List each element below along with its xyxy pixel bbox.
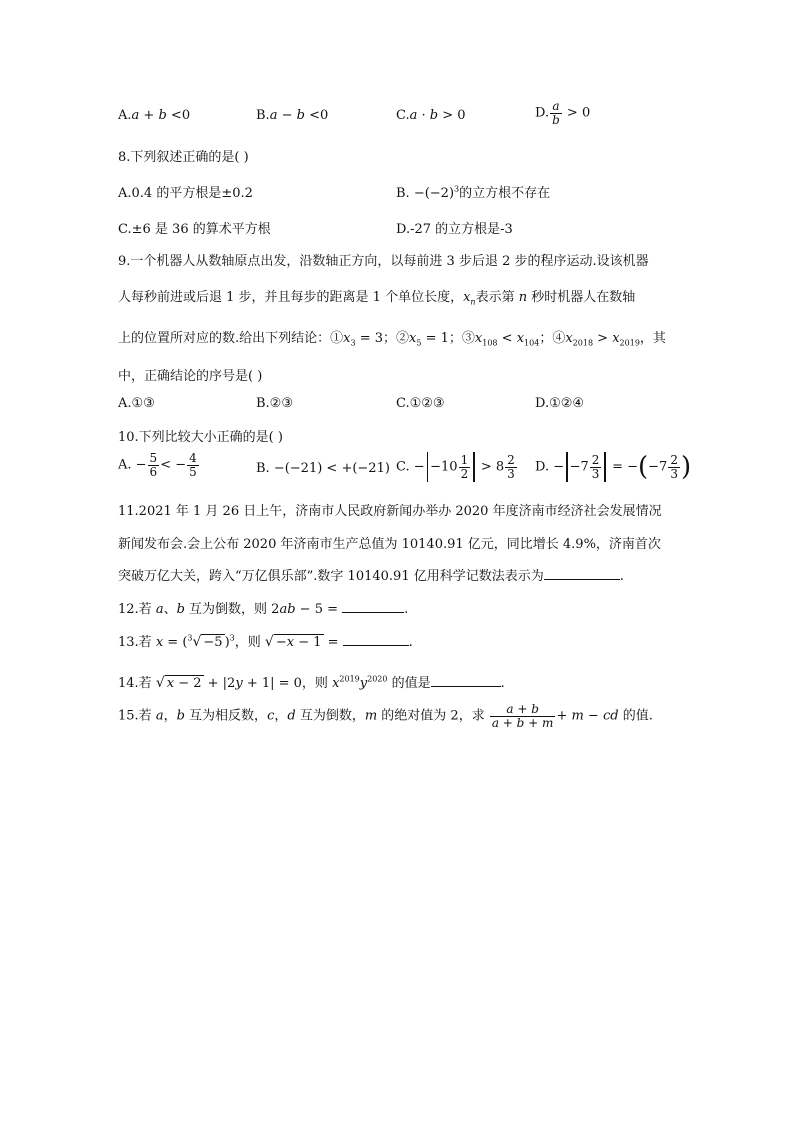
q14-answer-blank[interactable] bbox=[431, 686, 501, 687]
q10-option-a: A. − $\frac{5}{6}$ < − $\frac{4}{5}$ bbox=[118, 451, 197, 479]
q12-answer-blank[interactable] bbox=[342, 612, 404, 613]
q13: 13.若 x = ($^3$√ −5 )$^3$，则 √ −x − 1 = . bbox=[118, 633, 413, 650]
q11-line-3: 突破万亿大关，跨入“万亿俱乐部”.数字 10140.91 亿用科学记数法表示为 . bbox=[118, 569, 624, 584]
q13-answer-blank[interactable] bbox=[343, 645, 409, 646]
q10-option-d: D. − −7 $\frac{2}{3}$ = −(−7 $\frac{2}{3}$ ) bbox=[535, 452, 692, 482]
q9-option-a: A.①③ bbox=[118, 396, 155, 411]
q15: 15.若 a，b 互为相反数，c，d 互为倒数，m 的绝对值为 2，求 $\frac{a + b}{a + b + m}$ + m − cd 的值. bbox=[118, 702, 653, 730]
q11-answer-blank[interactable] bbox=[544, 579, 620, 580]
q9-line-4: 中，正确结论的序号是( ) bbox=[118, 369, 263, 384]
q8-stem: 8.下列叙述正确的是( ) bbox=[118, 150, 249, 165]
q14: 14.若 √ x − 2 + |2y + 1| = 0，则 $x^{2019}y^{2020}$ 的值是 . bbox=[118, 674, 505, 691]
q8-option-b: B. $-(-2)^3$的立方根不存在 bbox=[396, 184, 551, 201]
q8-option-c: C.±6 是 36 的算术平方根 bbox=[118, 222, 271, 237]
q7-option-a: A.a + b <0 bbox=[118, 108, 191, 123]
q9-line-1: 9.一个机器人从数轴原点出发，沿数轴正方向，以每前进 3 步后退 2 步的程序运动.设该机器 bbox=[118, 254, 649, 269]
q11-line-3-text: 突破万亿大关，跨入“万亿俱乐部”.数字 10140.91 亿用科学记数法表示为 bbox=[118, 569, 544, 584]
q7-option-d: D. $\frac{a}{b}$ > 0 bbox=[535, 99, 591, 127]
q12: 12.若 a、b 互为倒数，则 2ab − 5 = . bbox=[118, 602, 409, 617]
q10-option-c: C. − −10 $\frac{1}{2}$ > 8 $\frac{2}{3}$ bbox=[396, 452, 515, 481]
q7-option-b: B.a − b <0 bbox=[256, 108, 329, 123]
q9-option-d: D.①②④ bbox=[535, 396, 585, 411]
q11-line-1: 11.2021 年 1 月 26 日上午，济南市人民政府新闻办举办 2020 年度济南市经济社会发展情况 bbox=[118, 504, 662, 519]
q8-option-a: A.0.4 的平方根是±0.2 bbox=[118, 186, 253, 201]
q9-option-c: C.①②③ bbox=[396, 396, 445, 411]
q10-stem: 10.下列比较大小正确的是( ) bbox=[118, 430, 283, 445]
q9-line-3: 上的位置所对应的数.给出下列结论：$①x_3 = 3$；$②x_5 = 1$；$③x_{108} < x_{104}$；$④x_{2018} > x_{2019}$，其 bbox=[118, 331, 666, 348]
q10-option-b: B. −(−21) < +(−21) bbox=[256, 461, 390, 476]
q11-line-2: 新闻发布会.会上公布 2020 年济南市生产总值为 10140.91 亿元，同比增长 4.9%，济南首次 bbox=[118, 537, 661, 552]
q9-option-b: B.②③ bbox=[256, 396, 293, 411]
q9-line-2: 人每秒前进或后退 1 步，并且每步的距离是 1 个单位长度，$x_n$表示第 n 秒时机器人在数轴 bbox=[118, 290, 636, 307]
q8-option-d: D.-27 的立方根是-3 bbox=[396, 222, 513, 237]
q7-option-c: C.a · b > 0 bbox=[396, 108, 466, 123]
